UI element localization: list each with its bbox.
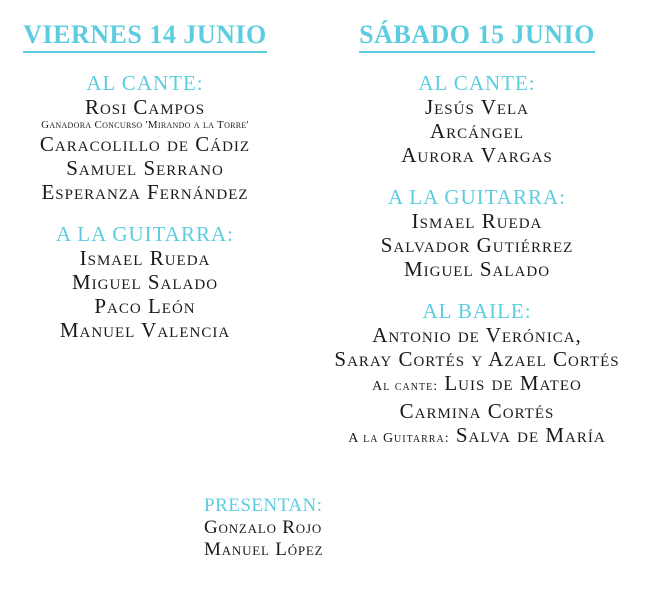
saturday-baile-cante-line: [318, 371, 636, 399]
friday-cante-heading: AL CANTE:: [86, 71, 204, 95]
presenter-name: Manuel López: [204, 539, 324, 560]
saturday-guitarist: Salvador Gutiérrez: [380, 233, 574, 257]
saturday-cante-artist: Aurora Vargas: [401, 143, 553, 167]
saturday-guitarra-heading: A LA GUITARRA:: [388, 185, 566, 209]
saturday-column: [318, 0, 636, 451]
friday-cante-artist: Esperanza Fernández: [41, 180, 249, 204]
presenter-name: Gonzalo Rojo: [204, 517, 323, 538]
saturday-baile-guitarra-line: [318, 423, 636, 451]
friday-guitarist: Paco León: [94, 294, 196, 318]
saturday-baile-section: [318, 299, 636, 451]
saturday-title: SÁBADO 15 JUNIO: [359, 20, 595, 53]
saturday-dancer: Antonio de Verónica,: [372, 323, 582, 347]
friday-guitarist: Ismael Rueda: [79, 246, 211, 270]
baile-guitarra-prefix: A la Guitarra:: [348, 431, 450, 446]
presenters-heading: PRESENTAN:: [204, 495, 323, 516]
friday-cante-artist: Samuel Serrano: [66, 156, 224, 180]
friday-cante-artist: Caracolillo de Cádiz: [39, 132, 251, 156]
friday-cante-section: [0, 71, 290, 204]
baile-guitarist: Salva de María: [455, 423, 606, 447]
saturday-cante-artist: Jesús Vela: [424, 95, 530, 119]
saturday-cante-section: [318, 71, 636, 167]
saturday-guitarist: Ismael Rueda: [411, 209, 543, 233]
saturday-dancer: Saray Cortés y Azael Cortés: [334, 347, 620, 371]
baile-cante-singer: Luis de Mateo: [444, 371, 582, 395]
friday-column: [0, 0, 290, 342]
presenters-block: [204, 495, 323, 561]
friday-cante-artist: Rosi Campos: [84, 95, 206, 119]
friday-guitarist: Miguel Salado: [71, 270, 219, 294]
saturday-dancer: Carmina Cortés: [399, 399, 555, 423]
saturday-guitarra-section: [318, 185, 636, 281]
saturday-baile-heading: AL BAILE:: [422, 299, 532, 323]
saturday-cante-artist: Arcángel: [430, 119, 524, 143]
saturday-cante-heading: AL CANTE:: [418, 71, 536, 95]
friday-title: VIERNES 14 JUNIO: [23, 20, 267, 53]
friday-guitarra-heading: A LA GUITARRA:: [56, 222, 234, 246]
friday-guitarist: Manuel Valencia: [59, 318, 231, 342]
friday-cante-note: Ganadora Concurso 'Mirando a la Torre': [41, 119, 249, 131]
friday-guitarra-section: [0, 222, 290, 342]
saturday-guitarist: Miguel Salado: [403, 257, 551, 281]
baile-cante-prefix: Al cante:: [372, 379, 439, 394]
